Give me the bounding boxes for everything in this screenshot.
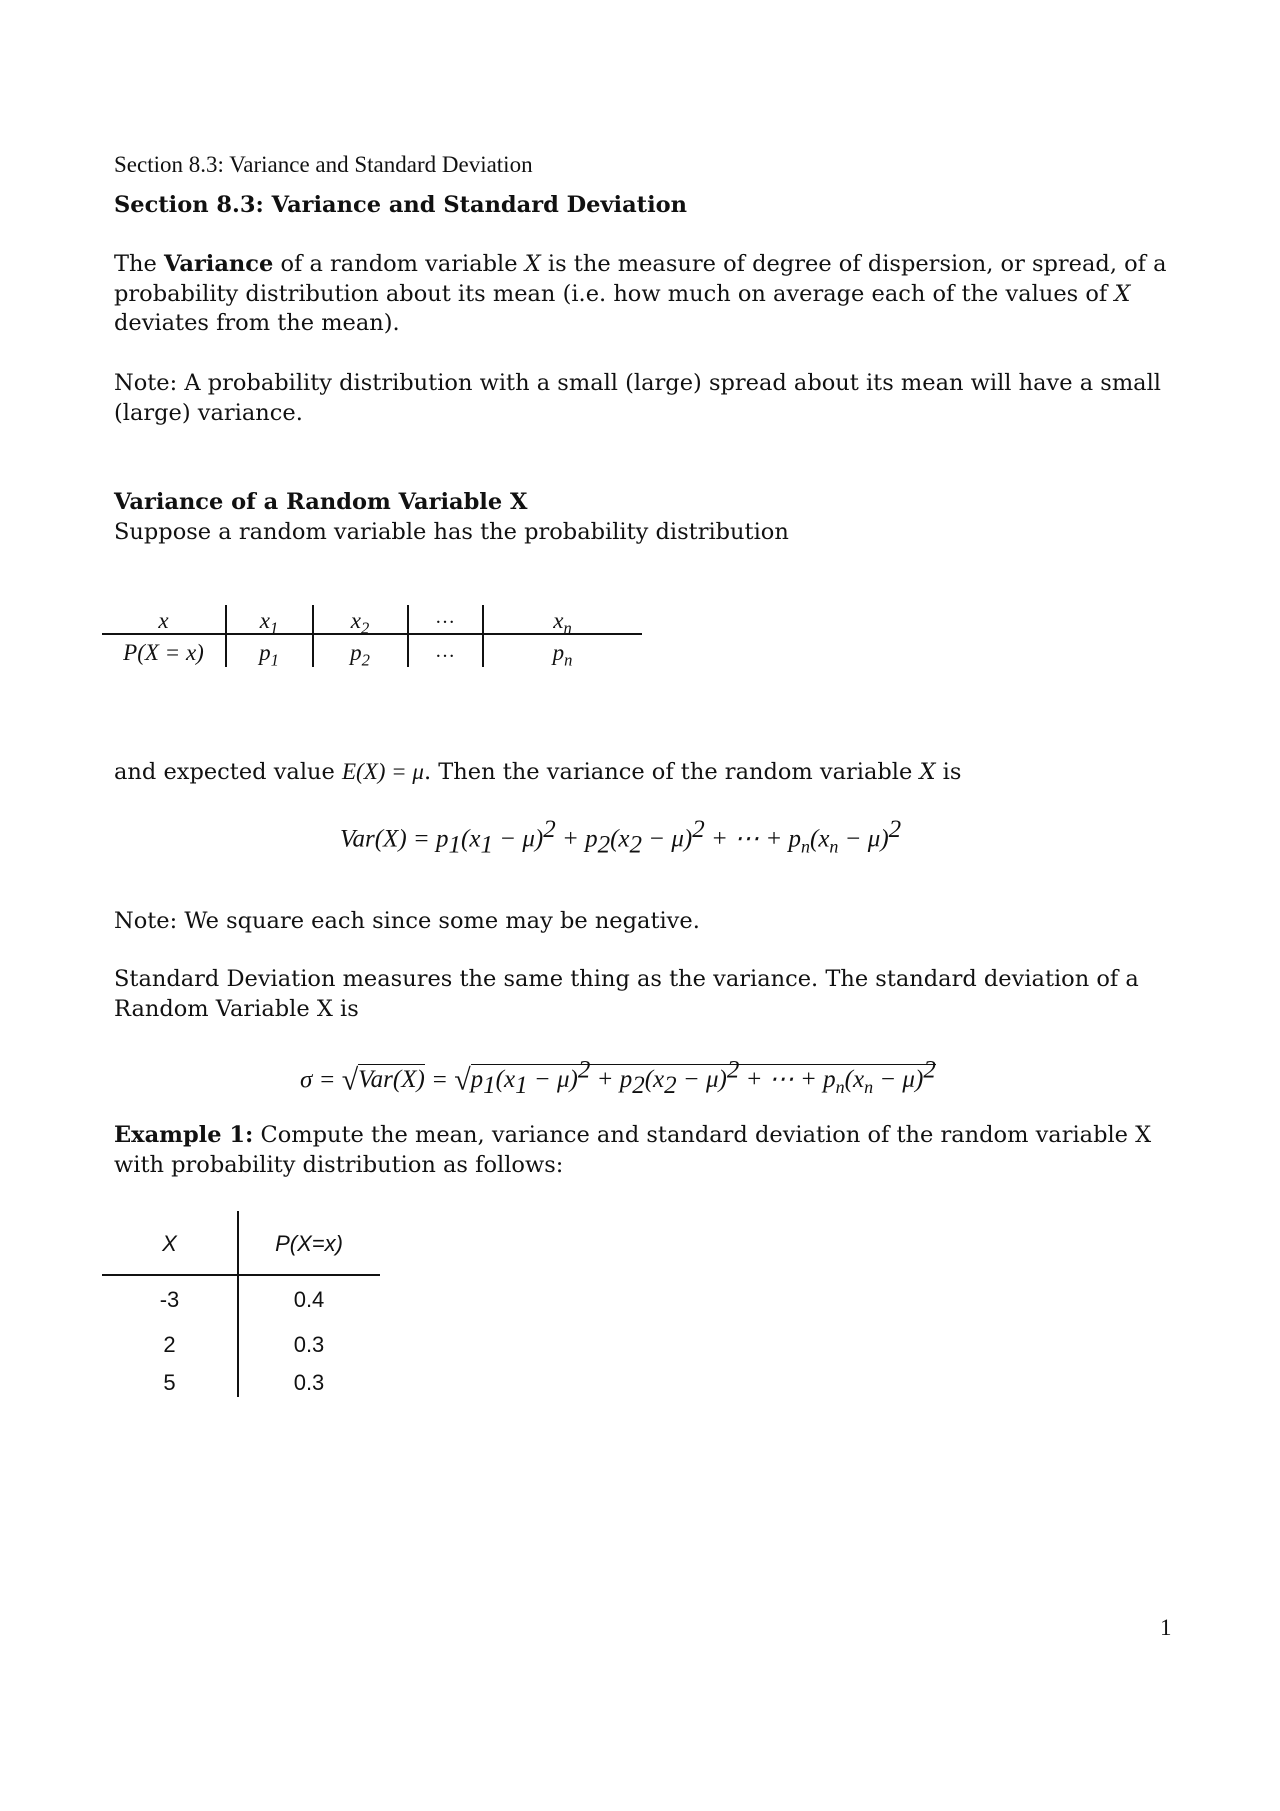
note-spread: Note: A probability distribution with a small (large) spread about its mean will have a small (large) variance. [114, 370, 1161, 426]
dist-p2: $p_2$ [350, 640, 370, 670]
dist-x1: $x_1$ [259, 608, 279, 638]
variance-formula: $Var(X) = p_1(x_1 - \mu)^2 + p_2(x_2 - \mu)^2$ + ⋯ + $p_n(x_n - \mu)^2$ [340, 816, 902, 859]
intro-paragraph [114, 250, 1194, 339]
radicand-expanded: $p_1(x_1 - \mu)^2 + p_2(x_2 - \mu)^2$ + ⋯ + $p_n(x_n - \mu)^2$ [470, 1057, 936, 1100]
intro-var-x2: X [1114, 280, 1131, 307]
expected-expr: E(X) = μ [341, 759, 424, 784]
dist-row1-label: x [158, 608, 169, 633]
page-number: 1 [1160, 1615, 1172, 1640]
dist-x-ellipsis: … [435, 606, 455, 628]
intro-var-x: X [524, 251, 541, 277]
dist-x2: $x_2$ [350, 608, 370, 638]
example-cell-x: 5 [163, 1370, 176, 1395]
intro-text-4: deviates from the mean). [114, 310, 400, 336]
example-text: Compute the mean, variance and standard deviation of the random variable X with probability distribution as follows: [114, 1122, 1152, 1178]
radical-icon: √ [454, 1063, 471, 1097]
example-header-x: X [162, 1231, 177, 1256]
dist-p-ellipsis: … [435, 640, 455, 662]
section-title: Section 8.3: Variance and Standard Deviation [114, 192, 687, 218]
variance-subheading: Variance of a Random Variable X [114, 489, 528, 515]
dist-xn: $x_n$ [553, 608, 572, 638]
example-header-p: P(X=x) [275, 1231, 343, 1256]
radical-icon: √ [341, 1063, 359, 1097]
note-square: Note: We square each since some may be negative. [114, 908, 700, 934]
dist-p1: $p_1$ [259, 640, 279, 670]
dist-row2-label: P(X = x) [123, 640, 204, 665]
expected-pre: and expected value [114, 759, 342, 785]
radicand-var: Var(X) [358, 1066, 425, 1094]
example-cell-p: 0.3 [293, 1370, 325, 1395]
example-cell-p: 0.4 [293, 1287, 325, 1312]
page-header: Section 8.3: Variance and Standard Deviation [114, 152, 533, 177]
expected-end: is [935, 759, 962, 785]
dist-pn: $p_n$ [552, 640, 573, 670]
expected-value-text [114, 757, 961, 787]
suppose-text: Suppose a random variable has the probability distribution [114, 519, 789, 545]
intro-bold-variance: Variance [163, 251, 274, 277]
intro-text-3: is the measure of degree of dispersion, or spread, of a probability distribution about its mean (i.e. how much on average each of the values of [114, 251, 1167, 307]
expected-post: . Then the variance of the random variable [423, 759, 920, 785]
example-label: Example 1: [114, 1122, 254, 1148]
expected-var-x: X [919, 759, 936, 785]
example-cell-x: 2 [163, 1332, 176, 1357]
stddev-formula: $\sigma = √Var(X) = √p_1(x_1 - \mu)^2 + p_2(x_2 - \mu)^2$ + ⋯ + $p_n(x_n - \mu)^2$ [300, 1057, 936, 1100]
stddev-paragraph: Standard Deviation measures the same thing as the variance. The standard deviation of a Random Variable X is [114, 966, 1139, 1022]
example-table-hline [102, 1274, 380, 1276]
intro-text-1: The [114, 251, 164, 277]
example-cell-x: -3 [159, 1287, 180, 1312]
intro-text-2: of a random variable [273, 251, 525, 277]
example-paragraph [114, 1121, 1194, 1180]
example-cell-p: 0.3 [293, 1332, 325, 1357]
